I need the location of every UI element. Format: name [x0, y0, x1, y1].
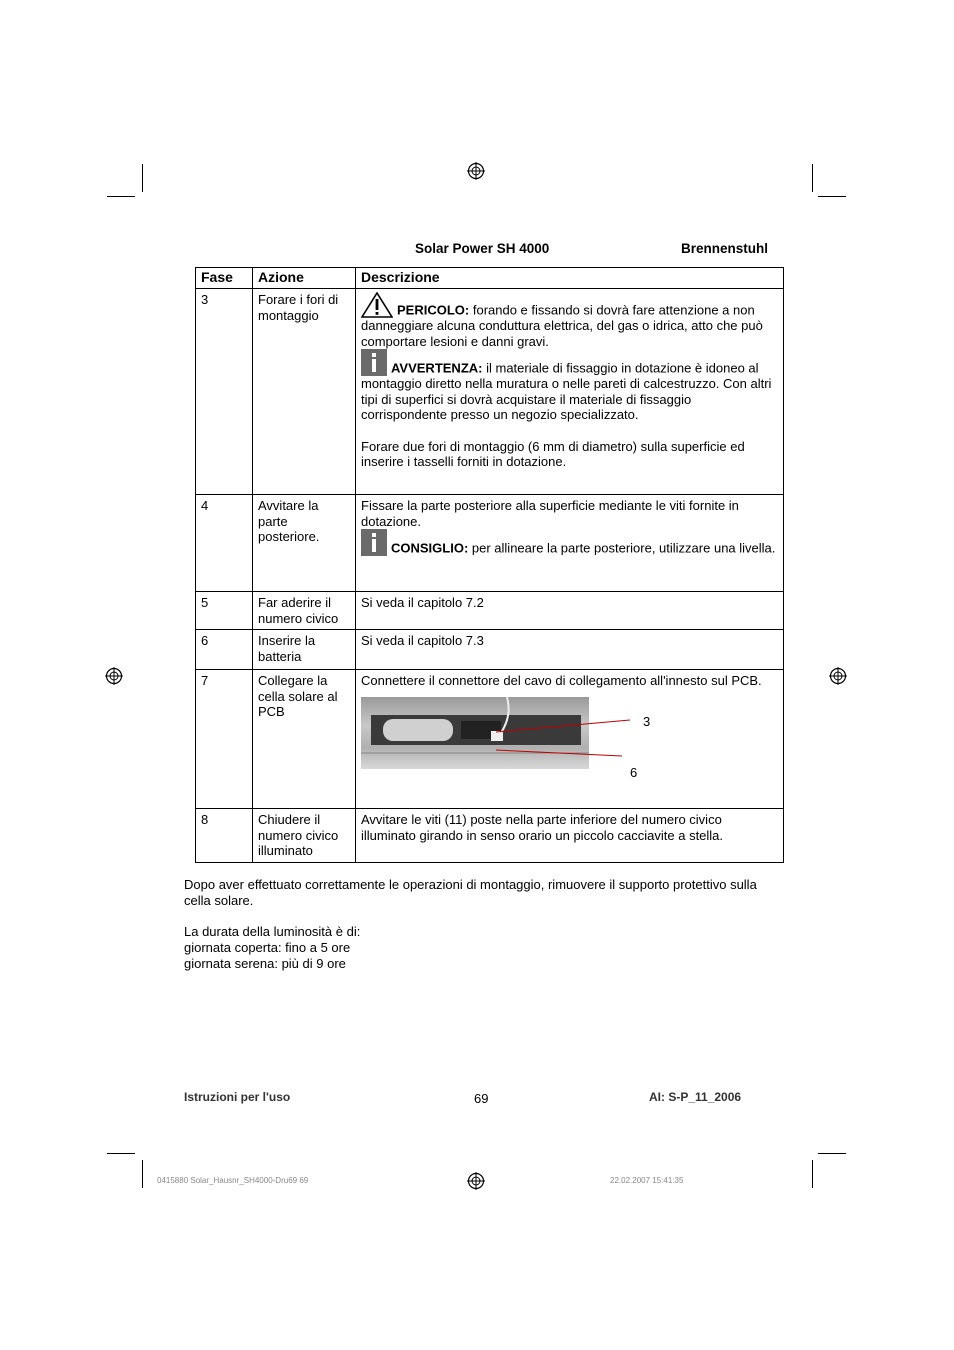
crop-mark	[812, 1160, 813, 1188]
footer-left: Istruzioni per l'uso	[184, 1090, 291, 1104]
step-description	[356, 289, 784, 495]
step-text: Fissare la parte posteriore alla superficie mediante le viti fornite in dotazione.	[361, 498, 739, 529]
info-icon	[361, 529, 387, 556]
registration-mark-icon	[829, 667, 847, 685]
step-action: Forare i fori di montaggio	[253, 289, 356, 495]
after-mount-text: Dopo aver effettuato correttamente le operazioni di montaggio, rimuovere il supporto protettivo sulla cella solare.	[184, 877, 757, 908]
warning-text: il materiale di fissaggio in dotazione è idoneo al montaggio diretto nella muratura o nelle pareti di calcestruzzo. Con altri tipi di superfici si dovrà acquistare il materiale di fissaggio corrispondente presso un negozio specializzato.	[361, 360, 772, 423]
callout-label-6: 6	[630, 765, 638, 781]
step-number: 8	[196, 809, 253, 863]
warning-triangle-icon	[361, 292, 393, 318]
info-icon	[361, 349, 387, 376]
step-text: Forare due fori di montaggio (6 mm di diametro) sulla superficie ed inserire i tasselli forniti in dotazione.	[361, 438, 745, 470]
warning-label: AVVERTENZA:	[391, 360, 483, 376]
step-action: Far aderire il numero civico	[253, 592, 356, 630]
callout-label-3: 3	[643, 714, 651, 730]
step-description: Si veda il capitolo 7.3	[356, 630, 784, 670]
registration-mark-icon	[467, 162, 485, 180]
step-text: Connettere il connettore del cavo di collegamento all'innesto sul PCB.	[361, 673, 762, 689]
print-file-slug: 0415880 Solar_Hausnr_SH4000-Dru69 69	[157, 1176, 309, 1185]
brand-name: Brennenstuhl	[681, 241, 769, 256]
step-number: 7	[196, 670, 253, 809]
column-header: Azione	[253, 268, 356, 289]
crop-mark	[818, 1153, 846, 1154]
step-description: Avvitare le viti (11) poste nella parte inferiore del numero civico illuminato girando in senso orario un piccolo cacciavite a stella.	[356, 809, 784, 863]
crop-mark	[107, 1153, 135, 1154]
steps-table	[195, 267, 784, 863]
print-date-slug: 22.02.2007 15:41:35	[610, 1176, 684, 1185]
table-row	[196, 670, 784, 809]
danger-label: PERICOLO:	[397, 302, 470, 318]
step-action: Inserire la batteria	[253, 630, 356, 670]
table-row	[196, 630, 784, 670]
table-row	[196, 495, 784, 592]
table-row	[196, 809, 784, 863]
step-action: Chiudere il numero civico illuminato	[253, 809, 356, 863]
step-number: 5	[196, 592, 253, 630]
step-action: Avvitare la parte posteriore.	[253, 495, 356, 592]
step-number: 3	[196, 289, 253, 495]
step-description	[356, 495, 784, 592]
crop-mark	[818, 196, 846, 197]
step-action: Collegare la cella solare al PCB	[253, 670, 356, 809]
step-number: 4	[196, 495, 253, 592]
duration-cloudy: giornata coperta: fino a 5 ore	[184, 939, 351, 955]
page-number: 69	[474, 1091, 489, 1106]
step-description: Si veda il capitolo 7.2	[356, 592, 784, 630]
duration-block	[184, 924, 360, 971]
table-row	[196, 289, 784, 495]
crop-mark	[107, 196, 135, 197]
duration-intro: La durata della luminosità è di:	[184, 924, 361, 939]
footer-right: AI: S-P_11_2006	[649, 1090, 742, 1104]
step-number: 6	[196, 630, 253, 670]
tip-label: CONSIGLIO:	[391, 540, 469, 556]
crop-mark	[142, 1160, 143, 1188]
column-header: Descrizione	[356, 268, 784, 289]
crop-mark	[142, 164, 143, 192]
table-row	[196, 592, 784, 630]
product-title: Solar Power SH 4000	[415, 241, 550, 256]
registration-mark-icon	[105, 667, 123, 685]
crop-mark	[812, 164, 813, 192]
registration-mark-icon	[467, 1172, 485, 1190]
duration-clear: giornata serena: più di 9 ore	[184, 955, 346, 971]
danger-text: forando e fissando si dovrà fare attenzione a non danneggiare alcuna conduttura elettrica, del gas o idrica, atto che può comportare lesioni e danni gravi.	[361, 302, 763, 349]
tip-text: per allineare la parte posteriore, utilizzare una livella.	[468, 540, 776, 556]
column-header: Fase	[196, 268, 253, 289]
table-header-row	[196, 268, 784, 289]
step-description	[356, 670, 784, 809]
